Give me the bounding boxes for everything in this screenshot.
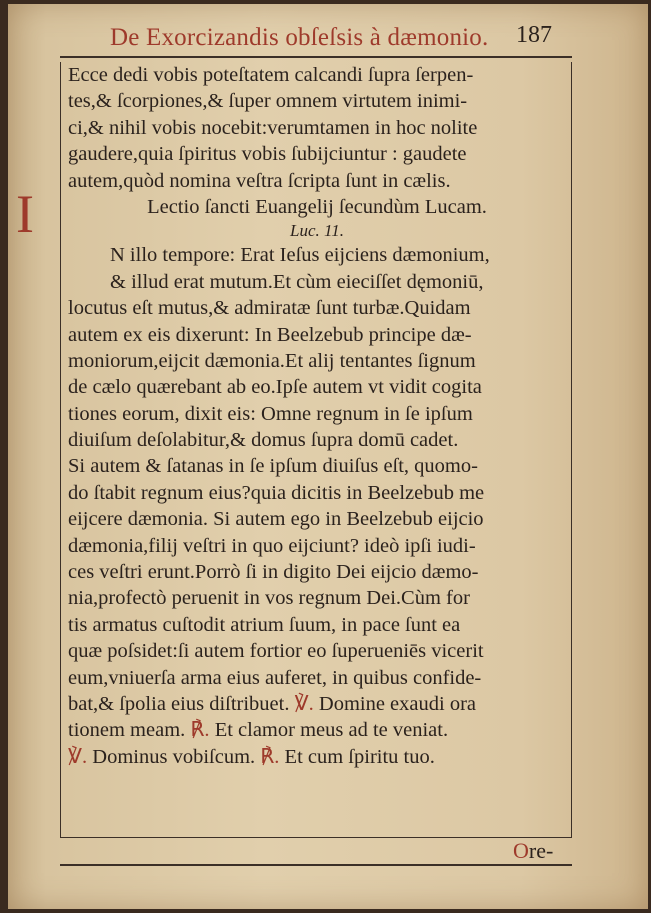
- text-line: dæmonia,filij veſtri in quo eijciunt? ideò ipſi iudi-: [68, 534, 476, 557]
- text-line: nia,profectò peruenit in vos regnum Dei.Cùm for: [68, 587, 470, 610]
- text-line: de cælo quærebant ab eo.Ipſe autem vt vidit cogita: [68, 376, 482, 399]
- running-head: De Exorcizandis obſeſsis à dæmonio.: [110, 24, 489, 51]
- text-line: diuiſum deſolabitur,& domus ſupra domū cadet.: [68, 429, 459, 452]
- text-line: [68, 691, 566, 717]
- text-line: tiones eorum, dixit eis: Omne regnum in ſe ipſum: [68, 402, 473, 425]
- response-mark: ℟.: [260, 745, 280, 768]
- text-line: moniorum,eijcit dæmonia.Et alij tentantes ſignum: [68, 349, 476, 372]
- scripture-reference: Luc. 11.: [290, 221, 344, 241]
- text-segment: bat,& ſpolia eius diſtribuet.: [68, 692, 290, 715]
- versicle-mark: ℣.: [294, 692, 314, 715]
- versicle-text: Domine exaudi ora: [318, 692, 477, 715]
- versicle-mark: ℣.: [68, 745, 88, 768]
- text-line: eijcere dæmonia. Si autem ego in Beelzebub eijcio: [68, 508, 484, 531]
- text-line: & illud erat mutum.Et cùm eieciſſet dęmoniū,: [110, 270, 484, 293]
- text-line: eum,vniuerſa arma eius auferet, in quibus confide-: [68, 666, 482, 689]
- text-line: autem ex eis dixerunt: In Beelzebub principe dæ-: [68, 323, 472, 346]
- catchword-initial: O: [513, 838, 529, 863]
- text-line: locutus eſt mutus,& admiratæ ſunt turbæ.Quidam: [68, 297, 471, 320]
- text-block: [68, 62, 566, 770]
- text-line: ci,& nihil vobis nocebit:verumtamen in hoc nolite: [68, 116, 478, 139]
- header-rule: [60, 56, 572, 58]
- text-line: [68, 744, 566, 770]
- versicle-text: Dominus vobiſcum.: [92, 745, 256, 768]
- text-line: N illo tempore: Erat Ieſus eijciens dæmonium,: [110, 244, 490, 267]
- text-line: ces veſtri erunt.Porrò ſi in digito Dei eijcio dæmo-: [68, 561, 479, 584]
- text-line: Si autem & ſatanas in ſe ipſum diuiſus eſt, quomo-: [68, 455, 478, 478]
- drop-initial: I: [16, 184, 34, 244]
- response-text: Et clamor meus ad te veniat.: [214, 719, 449, 742]
- response-text: Et cum ſpiritu tuo.: [284, 745, 435, 768]
- text-line: tis armatus cuſtodit atrium ſuum, in pace ſunt ea: [68, 613, 461, 636]
- text-segment: tionem meam.: [68, 719, 186, 742]
- page-number: 187: [516, 22, 552, 48]
- text-line: do ſtabit regnum eius?quia dicitis in Beelzebub me: [68, 481, 485, 504]
- text-line: quæ poſsidet:ſi autem fortior eo ſuperueniēs vicerit: [68, 640, 484, 663]
- lectio-heading: Lectio ſancti Euangelij ſecundùm Lucam.: [147, 195, 487, 218]
- response-mark: ℟.: [190, 719, 210, 742]
- catchword-rest: re-: [528, 838, 554, 863]
- catchword: [513, 838, 553, 864]
- text-line: Ecce dedi vobis poteſtatem calcandi ſupra ſerpen-: [68, 64, 474, 86]
- text-line: autem,quòd nomina veſtra ſcripta ſunt in cælis.: [68, 169, 451, 192]
- text-line: [68, 717, 566, 743]
- text-line: gaudere,quia ſpiritus vobis ſubijciuntur : gaudete: [68, 143, 467, 166]
- text-line: tes,& ſcorpiones,& ſuper omnem virtutem inimi-: [68, 90, 468, 113]
- book-page: [8, 4, 648, 909]
- bottom-rule: [60, 864, 572, 866]
